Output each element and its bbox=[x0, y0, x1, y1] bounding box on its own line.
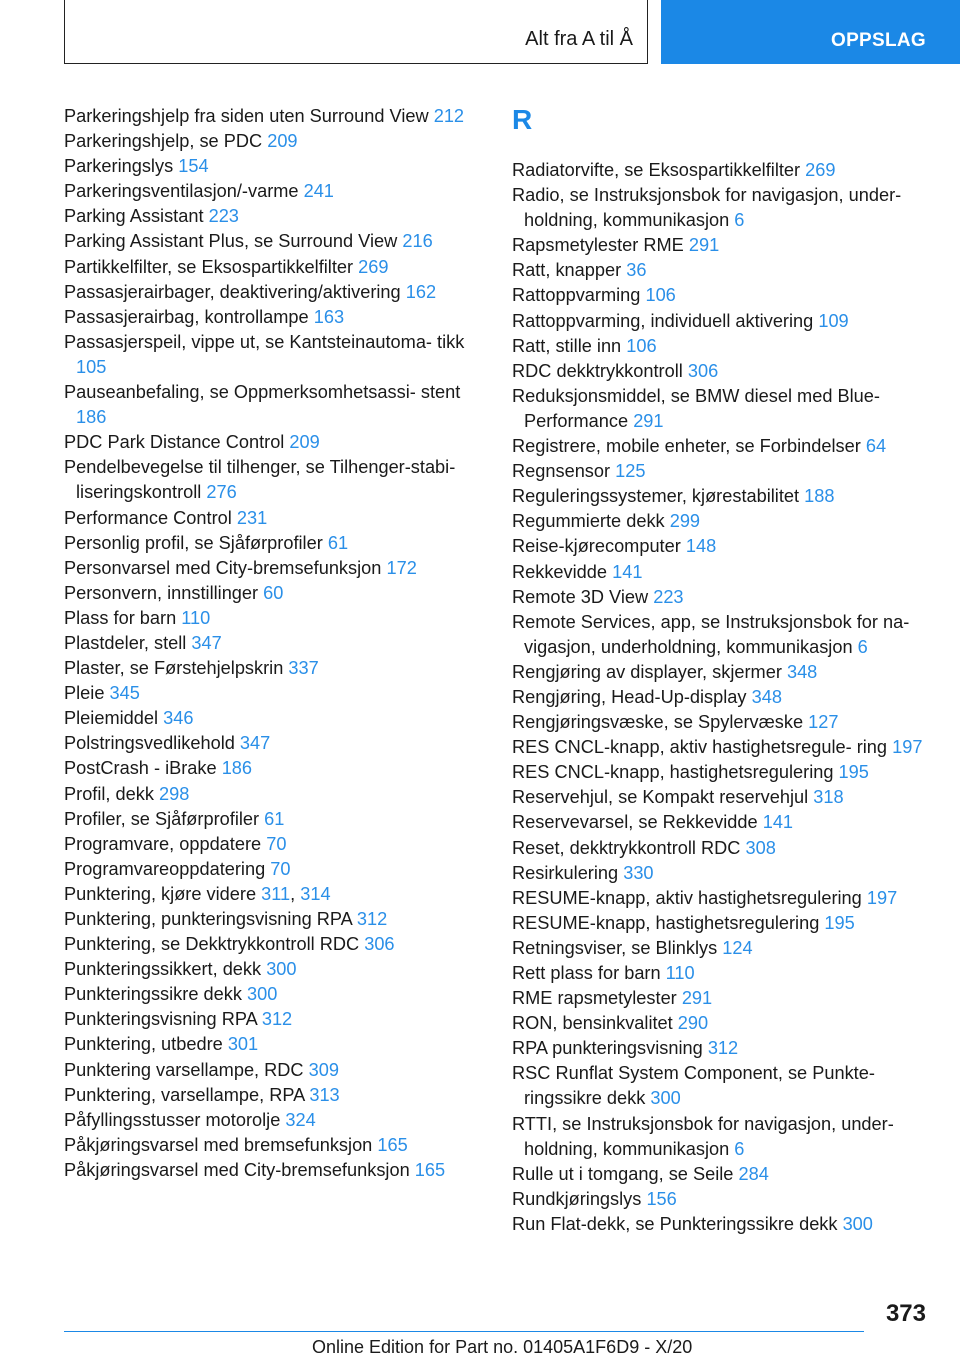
index-entry bbox=[512, 760, 932, 785]
page-reference-link[interactable]: 110 bbox=[665, 963, 695, 983]
index-entry-term: Parkeringshjelp, se PDC bbox=[64, 131, 263, 152]
index-entry bbox=[64, 1083, 484, 1108]
index-entry bbox=[512, 1187, 932, 1212]
index-entry-term: RSC Runflat System Component, se Punkte‐ ringssikre dekk bbox=[512, 1063, 875, 1109]
index-entry bbox=[512, 359, 932, 384]
index-entry bbox=[64, 706, 484, 731]
index-entry bbox=[512, 183, 932, 233]
index-entry-term: Partikkelfilter, se Eksospartikkelfilter bbox=[64, 256, 354, 277]
index-entry bbox=[64, 255, 484, 280]
page-reference-link[interactable]: 223 bbox=[208, 206, 239, 227]
index-entry bbox=[512, 836, 932, 861]
page-reference-link[interactable]: 269 bbox=[805, 160, 836, 180]
page-reference-link[interactable]: 61 bbox=[327, 532, 349, 553]
page-reference-link[interactable]: 212 bbox=[433, 106, 465, 126]
page-reference-link[interactable]: 298 bbox=[159, 783, 190, 804]
index-entry-term: Rett plass for barn bbox=[512, 963, 661, 983]
index-entry bbox=[64, 1158, 484, 1183]
page-reference-link[interactable]: 197 bbox=[892, 737, 923, 758]
index-entry bbox=[512, 233, 932, 258]
index-entry-term: Parkeringsventilasjon/-varme bbox=[64, 181, 299, 202]
index-entry-term: PDC Park Distance Control bbox=[64, 432, 285, 453]
index-entry-term: RES CNCL-knapp, hastighetsregulering bbox=[512, 762, 834, 783]
index-entry bbox=[512, 861, 932, 886]
index-entry bbox=[64, 832, 484, 857]
page-reference-link[interactable]: 6 bbox=[734, 1138, 745, 1159]
index-entry-term: Passasjerairbager, deaktivering/aktivering bbox=[64, 281, 401, 302]
index-entry bbox=[512, 986, 932, 1011]
index-entry-term: Reguleringssystemer, kjørestabilitet bbox=[512, 486, 800, 507]
page-reference-link[interactable]: 124 bbox=[722, 937, 753, 958]
page-reference-link[interactable]: 127 bbox=[808, 712, 839, 733]
page-reference-link[interactable]: 300 bbox=[266, 959, 297, 980]
oppslag-tab[interactable] bbox=[661, 0, 960, 64]
page-reference-link[interactable]: 318 bbox=[813, 787, 844, 808]
index-entry-term: Pauseanbefaling, se Oppmerksomhetsassi‐ stent bbox=[64, 382, 461, 403]
index-entry-term: Punktering, varsellampe, RPA bbox=[64, 1084, 305, 1105]
page-reference-link[interactable]: 299 bbox=[669, 511, 701, 532]
index-entry-term: Rattoppvarming, individuell aktivering bbox=[512, 310, 814, 331]
footer-edition: Online Edition for Part no. 01405A1F6D9 - X/20 bbox=[312, 1337, 693, 1357]
page-reference-link[interactable]: 165 bbox=[414, 1159, 446, 1180]
page-reference-link[interactable]: 148 bbox=[685, 536, 717, 557]
index-entry-term: Påfyllingsstusser motorolje bbox=[64, 1109, 281, 1130]
page-reference-link[interactable]: 301 bbox=[227, 1034, 259, 1055]
index-entry-term: Punktering, utbedre bbox=[64, 1034, 223, 1055]
page-reference-link[interactable]: 186 bbox=[76, 407, 107, 428]
index-entry bbox=[512, 961, 932, 986]
page-reference-link[interactable]: 110 bbox=[181, 607, 211, 628]
index-entry-term: Punkteringsvisning RPA bbox=[64, 1009, 257, 1030]
index-entry-term: Ratt, stille inn bbox=[512, 335, 622, 356]
page-reference-link[interactable]: 346 bbox=[163, 708, 194, 729]
index-entry-term: Reduksjonsmiddel, se BMW diesel med Blue‐ Performance bbox=[512, 385, 880, 431]
page-reference-link[interactable]: 348 bbox=[786, 661, 818, 682]
page-reference-link[interactable]: 165 bbox=[377, 1134, 408, 1155]
index-entry-term: Plaster, se Førstehjelpskrin bbox=[64, 658, 284, 679]
page-reference-link[interactable]: 300 bbox=[842, 1213, 873, 1234]
page-reference-link[interactable]: 106 bbox=[645, 285, 676, 306]
index-entry bbox=[64, 982, 484, 1007]
index-entry-term: Ratt, knapper bbox=[512, 260, 622, 281]
index-entry-term: Profiler, se Sjåførprofiler bbox=[64, 808, 260, 829]
page-reference-link[interactable]: 290 bbox=[677, 1013, 709, 1034]
index-entry-term: Programvare, oppdatere bbox=[64, 833, 262, 854]
index-entry bbox=[64, 907, 484, 932]
index-entry-term: Rengjøring av displayer, skjermer bbox=[512, 661, 782, 682]
index-entry-term: Polstringsvedlikehold bbox=[64, 733, 235, 754]
page-reference-link[interactable]: 231 bbox=[236, 507, 268, 528]
index-entry-term: Reset, dekktrykkontroll RDC bbox=[512, 837, 741, 858]
index-entry-term: Reservevarsel, se Rekkevidde bbox=[512, 812, 758, 833]
index-entry bbox=[512, 1011, 932, 1036]
index-entry bbox=[64, 455, 484, 505]
page-reference-link[interactable]: 197 bbox=[866, 887, 898, 908]
page-reference-link[interactable]: 311 bbox=[261, 883, 291, 904]
index-entry bbox=[64, 857, 484, 882]
oppslag-tab-label: OPPSLAG bbox=[830, 30, 926, 51]
index-entry-term: Punktering varsellampe, RDC bbox=[64, 1059, 304, 1080]
index-entry-term: Plass for barn bbox=[64, 607, 177, 628]
index-entry-term: PostCrash - iBrake bbox=[64, 758, 217, 779]
page-reference-link[interactable]: 216 bbox=[402, 231, 433, 252]
index-entry bbox=[64, 631, 484, 656]
page-reference-link[interactable]: 141 bbox=[762, 812, 794, 833]
page-reference-link[interactable]: 61 bbox=[264, 808, 285, 829]
index-entry-term: Punkteringssikkert, dekk bbox=[64, 959, 262, 980]
index-entry bbox=[64, 556, 484, 581]
page-reference-link[interactable]: 337 bbox=[288, 658, 319, 679]
index-entry bbox=[64, 957, 484, 982]
index-entry bbox=[64, 204, 484, 229]
page-number: 373 bbox=[885, 1300, 926, 1327]
page-reference-link[interactable]: 284 bbox=[738, 1163, 769, 1184]
index-entry-term: Punktering, kjøre videre bbox=[64, 883, 257, 904]
index-entry-term: Rengjøring, Head-Up-display bbox=[512, 686, 747, 707]
index-entries-right bbox=[512, 158, 932, 1237]
index-entry-term: Performance Control bbox=[64, 507, 232, 528]
index-entry bbox=[64, 606, 484, 631]
index-entry bbox=[512, 384, 932, 434]
index-entry-term: Rengjøringsvæske, se Spylervæske bbox=[512, 712, 804, 733]
page-reference-link[interactable]: 141 bbox=[612, 561, 643, 582]
page-reference-link[interactable]: 172 bbox=[386, 557, 417, 578]
index-entry-term: Rundkjøringslys bbox=[512, 1188, 642, 1209]
page-reference-link[interactable]: 6 bbox=[734, 210, 745, 231]
page-reference-link[interactable]: 106 bbox=[626, 335, 657, 356]
page-reference-link[interactable]: 154 bbox=[178, 156, 209, 177]
index-entry-term: RESUME-knapp, hastighetsregulering bbox=[512, 912, 820, 933]
index-entry-term: RON, bensinkvalitet bbox=[512, 1013, 673, 1034]
page-reference-link[interactable]: 36 bbox=[626, 260, 647, 281]
index-entry-term: RME rapsmetylester bbox=[512, 988, 677, 1009]
index-entry-term: Rattoppvarming bbox=[512, 285, 641, 306]
index-column-right bbox=[512, 104, 932, 1237]
index-entry-term: Parkeringshjelp fra siden uten Surround View bbox=[64, 106, 429, 126]
footer-divider bbox=[64, 1331, 864, 1332]
index-entry-term: Parkeringslys bbox=[64, 156, 174, 177]
index-entry-term: Plastdeler, stell bbox=[64, 632, 187, 653]
index-entry bbox=[64, 330, 484, 380]
index-entry-term: Registrere, mobile enheter, se Forbindelser bbox=[512, 436, 861, 457]
page-reference-link[interactable]: 188 bbox=[804, 486, 835, 507]
index-column-left bbox=[64, 104, 484, 1183]
index-entry bbox=[512, 283, 932, 308]
page-reference-link[interactable]: 308 bbox=[745, 837, 776, 858]
page-reference-link[interactable]: 312 bbox=[707, 1038, 739, 1059]
index-entry-term: Reise-kjørecomputer bbox=[512, 536, 681, 557]
page-reference-link[interactable]: 276 bbox=[206, 482, 237, 503]
index-entry-term: Punktering, punkteringsvisning RPA bbox=[64, 909, 352, 929]
index-entry-term: Pleie bbox=[64, 683, 105, 704]
page-reference-link[interactable]: 291 bbox=[633, 410, 664, 431]
index-entry bbox=[512, 534, 932, 559]
index-entry bbox=[64, 506, 484, 531]
page-reference-link[interactable]: 345 bbox=[109, 683, 140, 704]
index-entry bbox=[512, 710, 932, 735]
index-entry-term: Passasjerspeil, vippe ut, se Kantsteinautoma‐ tikk bbox=[64, 331, 465, 352]
index-entry-term: Parking Assistant Plus, se Surround View bbox=[64, 231, 398, 252]
index-entry: Punktering, kjøre videre 311, 314 bbox=[64, 883, 331, 904]
page-reference-link[interactable]: 195 bbox=[824, 912, 855, 933]
index-entry bbox=[512, 258, 932, 283]
index-entry-term: Profil, dekk bbox=[64, 783, 154, 804]
index-entry-term: Pendelbevegelse til tilhenger, se Tilhenger-stabi‐ liseringskontroll bbox=[64, 457, 456, 503]
index-entry bbox=[512, 509, 932, 534]
index-entry-term: Rapsmetylester RME bbox=[512, 235, 684, 256]
index-entry bbox=[64, 1058, 484, 1083]
index-entry-term: Pleiemiddel bbox=[64, 708, 159, 729]
index-entry bbox=[512, 735, 932, 760]
index-entry-term: Remote Services, app, se Instruksjonsbok for na‐ vigasjon, underholdning, kommunikasjon bbox=[512, 611, 910, 657]
page-reference-link[interactable]: 313 bbox=[309, 1084, 340, 1105]
page-reference-link[interactable]: 64 bbox=[865, 436, 887, 457]
index-entry bbox=[64, 380, 484, 430]
index-entry-term: Rulle ut i tomgang, se Seile bbox=[512, 1163, 734, 1184]
index-entry bbox=[64, 656, 484, 681]
index-entry bbox=[512, 1162, 932, 1187]
index-entry bbox=[512, 610, 932, 660]
index-entry bbox=[512, 334, 932, 359]
index-entry bbox=[512, 560, 932, 585]
index-entry bbox=[64, 531, 484, 556]
index-entry-term: Påkjøringsvarsel med City-bremsefunksjon bbox=[64, 1159, 410, 1180]
page-reference-link[interactable]: 347 bbox=[239, 733, 271, 754]
index-entry-term: Radio, se Instruksjonsbok for navigasjon, under‐ holdning, kommunikasjon bbox=[512, 185, 902, 231]
index-entry bbox=[64, 129, 484, 154]
index-entry bbox=[512, 585, 932, 610]
index-entry bbox=[64, 1133, 484, 1158]
index-entry bbox=[512, 785, 932, 810]
index-entry bbox=[512, 810, 932, 835]
index-entry bbox=[512, 158, 932, 183]
index-entry-term: Resirkulering bbox=[512, 862, 619, 883]
index-entry bbox=[64, 229, 484, 254]
index-entry-term: Passasjerairbag, kontrollampe bbox=[64, 306, 309, 327]
index-entry bbox=[512, 1061, 932, 1111]
index-entry bbox=[512, 886, 932, 911]
page-reference-link[interactable]: 348 bbox=[751, 686, 782, 707]
index-entry-term: Påkjøringsvarsel med bremsefunksjon bbox=[64, 1134, 373, 1155]
index-entry bbox=[64, 681, 484, 706]
index-entry-term: Personvern, innstillinger bbox=[64, 582, 259, 603]
index-entry bbox=[64, 932, 484, 957]
index-entry-term: RTTI, se Instruksjonsbok for navigasjon, under‐ holdning, kommunikasjon bbox=[512, 1113, 894, 1159]
index-entry bbox=[512, 434, 932, 459]
page-reference-link[interactable]: 125 bbox=[615, 461, 646, 482]
index-entry-term: Programvareoppdatering bbox=[64, 858, 266, 879]
index-entry bbox=[64, 179, 484, 204]
index-entry bbox=[64, 305, 484, 330]
index-entry bbox=[512, 1112, 932, 1162]
index-entry bbox=[64, 807, 484, 832]
index-entry bbox=[64, 1108, 484, 1133]
index-entry bbox=[64, 756, 484, 781]
index-entry bbox=[512, 459, 932, 484]
page-reference-link[interactable]: 291 bbox=[688, 235, 720, 256]
page-reference-link[interactable]: 6 bbox=[857, 636, 868, 657]
page-reference-link[interactable]: 186 bbox=[221, 758, 253, 779]
index-entry-term: RDC dekktrykkontroll bbox=[512, 360, 683, 381]
index-entry-term: Remote 3D View bbox=[512, 586, 649, 607]
page-reference-link[interactable]: 324 bbox=[285, 1109, 316, 1130]
index-entry bbox=[512, 1036, 932, 1061]
page-reference-link[interactable]: 163 bbox=[313, 306, 345, 327]
index-entry-term: RES CNCL-knapp, aktiv hastighetsregule‐ ring bbox=[512, 737, 888, 758]
section-header-tab bbox=[64, 0, 648, 64]
index-entry-term: Rekkevidde bbox=[512, 561, 608, 582]
section-label: Alt fra A til Å bbox=[525, 28, 633, 50]
index-entry bbox=[64, 430, 484, 455]
index-entry bbox=[512, 484, 932, 509]
page-reference-link[interactable]: 209 bbox=[289, 432, 320, 453]
page-reference-link[interactable]: 195 bbox=[838, 762, 869, 783]
index-entry bbox=[64, 1032, 484, 1057]
index-letter-heading: R bbox=[512, 104, 533, 135]
index-entry bbox=[64, 104, 484, 129]
index-entry bbox=[64, 280, 484, 305]
index-entry bbox=[64, 154, 484, 179]
index-entry-term: Regummierte dekk bbox=[512, 511, 665, 532]
page-reference-link[interactable]: 70 bbox=[266, 833, 287, 854]
index-entry bbox=[512, 685, 932, 710]
page-reference-link[interactable]: 291 bbox=[681, 988, 713, 1009]
page-reference-link[interactable]: 70 bbox=[270, 858, 291, 879]
index-entry-term: Personvarsel med City-bremsefunksjon bbox=[64, 557, 382, 578]
index-entry bbox=[512, 1212, 932, 1237]
index-entry-term: Punkteringssikre dekk bbox=[64, 984, 242, 1005]
index-entry bbox=[64, 782, 484, 807]
index-entry bbox=[512, 309, 932, 334]
page-reference-link[interactable]: 162 bbox=[405, 281, 437, 302]
page-reference-link[interactable]: 347 bbox=[191, 632, 222, 653]
page-reference-link[interactable]: 209 bbox=[267, 131, 298, 152]
page-reference-link[interactable]: 312 bbox=[356, 909, 388, 929]
index-entry-term: Reservehjul, se Kompakt reservehjul bbox=[512, 787, 809, 808]
index-entry bbox=[512, 660, 932, 685]
page-reference-link[interactable]: 306 bbox=[364, 934, 395, 955]
page-reference-link[interactable]: 269 bbox=[358, 256, 389, 277]
page-reference-link[interactable]: 156 bbox=[646, 1188, 677, 1209]
page-reference-link[interactable]: 223 bbox=[653, 586, 684, 607]
index-entry bbox=[64, 1007, 484, 1032]
page-reference-link[interactable]: 312 bbox=[261, 1009, 293, 1030]
index-entry-term: RPA punkteringsvisning bbox=[512, 1038, 703, 1059]
index-entry-term: Punktering, se Dekktrykkontroll RDC bbox=[64, 934, 360, 955]
page-reference-link[interactable]: 241 bbox=[303, 181, 334, 202]
page-reference-link[interactable]: 314 bbox=[300, 883, 331, 904]
page-reference-link[interactable]: 105 bbox=[76, 356, 107, 377]
page-reference-link[interactable]: 309 bbox=[308, 1059, 339, 1080]
page-reference-link[interactable]: 300 bbox=[650, 1088, 681, 1109]
index-entry bbox=[512, 911, 932, 936]
index-entry-term: Retningsviser, se Blinklys bbox=[512, 937, 718, 958]
page-reference-link[interactable]: 306 bbox=[687, 360, 719, 381]
index-entry-term: Run Flat-dekk, se Punkteringssikre dekk bbox=[512, 1213, 838, 1234]
index-entry-term: Parking Assistant bbox=[64, 206, 204, 227]
index-entry-term: Personlig profil, se Sjåførprofiler bbox=[64, 532, 323, 553]
index-entry bbox=[64, 581, 484, 606]
index-entry bbox=[512, 936, 932, 961]
index-entry-term: RESUME-knapp, aktiv hastighetsregulering bbox=[512, 887, 862, 908]
page-reference-link[interactable]: 300 bbox=[246, 984, 278, 1005]
page-reference-link[interactable]: 60 bbox=[263, 582, 284, 603]
index-entry bbox=[64, 731, 484, 756]
index-entry-term: Regnsensor bbox=[512, 461, 611, 482]
page-reference-link[interactable]: 109 bbox=[818, 310, 849, 331]
index-entry-term: Radiatorvifte, se Eksospartikkelfilter bbox=[512, 160, 801, 180]
page-reference-link[interactable]: 330 bbox=[623, 862, 654, 883]
